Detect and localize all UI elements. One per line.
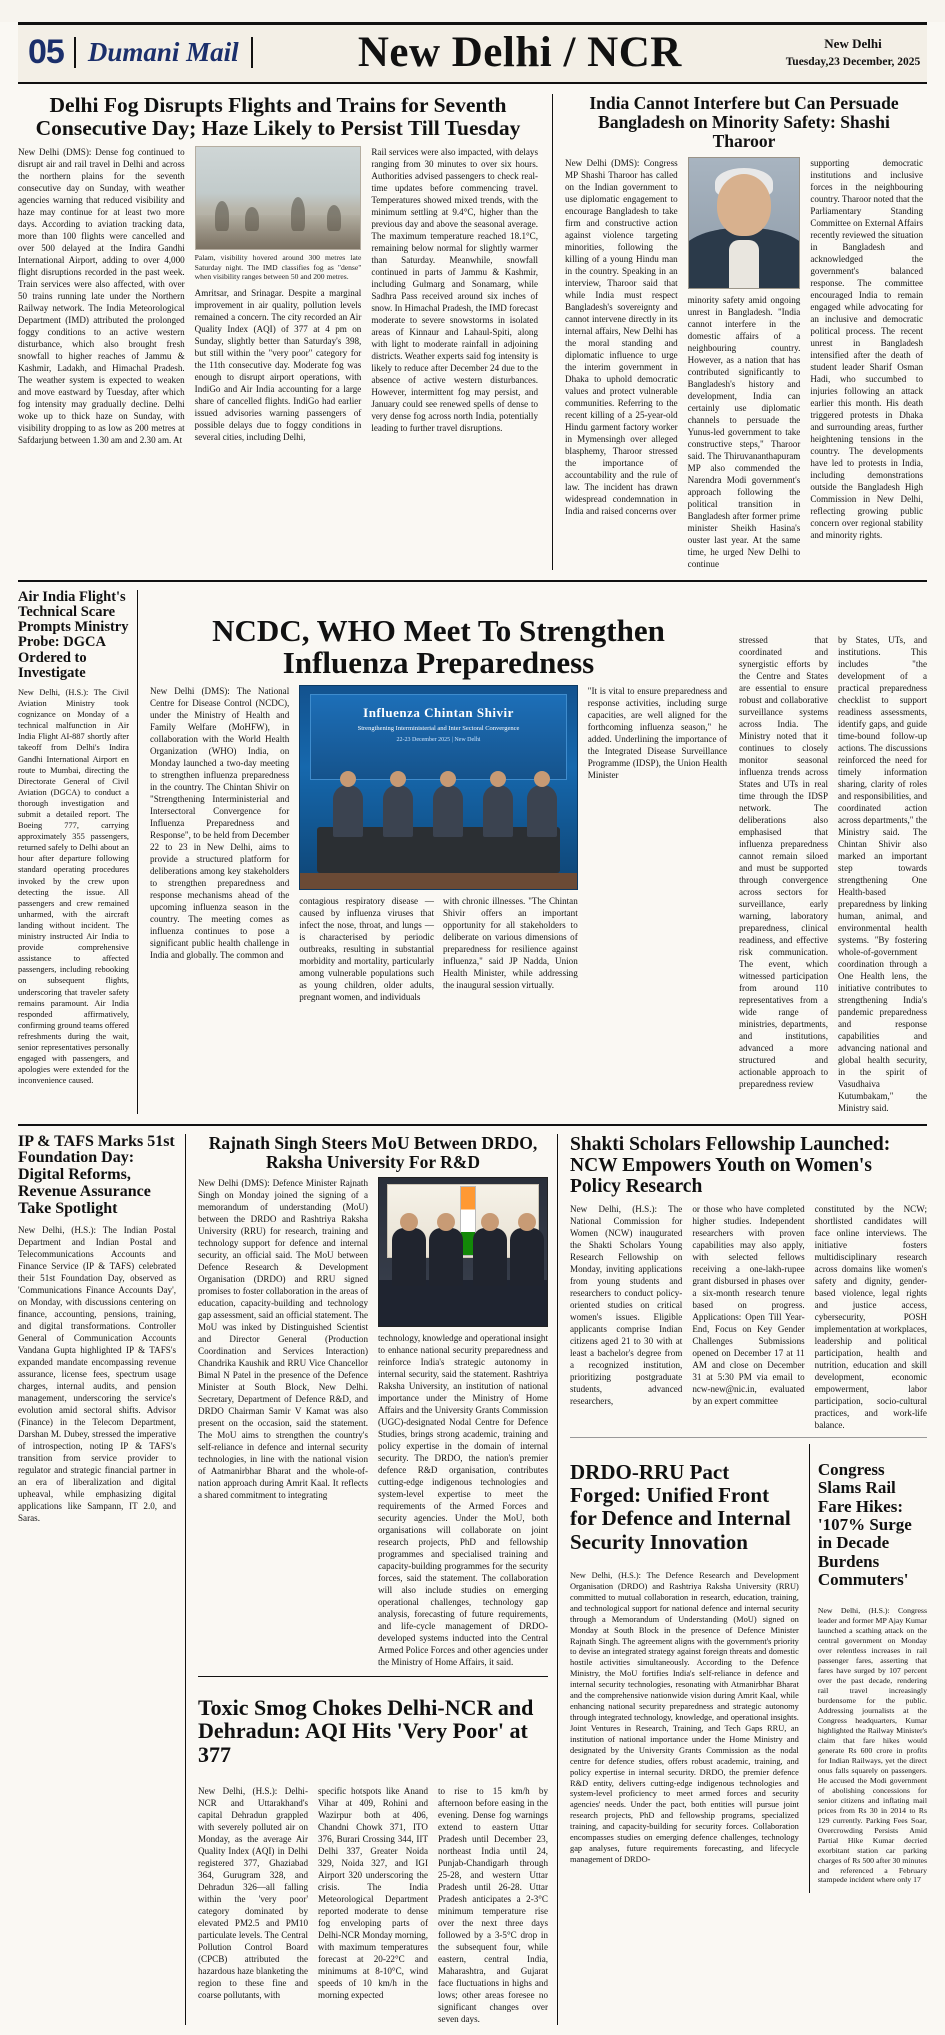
article-ncdc-col5-text: stressed that coordinated and synergistic efforts by the Centre and States are essential to ensure robust and collaborative surveillance systems across India. The Ministry noted that it continues to closely monitor seasonal influenza trends across States and UTs in real time through the IDSP network. The deliberations also emphasised that influenza preparedness cannot remain siloed and must be supported through convergence across sectors for surveillance, early warning, laboratory preparedness, clinical readiness, and effective risk communication. The event, which witnessed participation from around 110 representatives from a wide range of ministries, departments, and institutions, advanced a more structured and actionable approach to preparedness review [739,634,828,1089]
article-smog [198,1696,548,2026]
article-shakti-col1 [570,1203,682,1431]
divider-rule-2 [570,1437,927,1438]
ncdc-event-banner [310,694,567,780]
article-airindia-text: New Delhi, (H.S.): The Civil Aviation Ministry took cognizance on Monday of a technical malfunction in Air India Flight AI-887 shortly after takeoff from Delhi's Indira Gandhi International Airport en route to Mumbai, directing the Directorate General of Civil Aviation (DGCA) to conduct a thorough investigation and submit a detailed report. The Boeing 777, carrying approximately 355 passengers, returned safely to Delhi about an hour after departure following standard operating procedures invoked by the crew upon detecting the issue. All passengers and crew remained unharmed, with the aircraft landing without incident. The ministry instructed Air India to provide comprehensive assistance to affected passengers, including rebooking on subsequent flights, underscoring that traveler safety remains paramount. Air India responded affirmatively, confirming ground teams offered refreshments during the wait, senior representatives personally engaged with passengers, and apologies were extended for the inconvenience caused. [18,687,129,1086]
article-ncdc-col6 [838,634,927,1114]
article-ncdc-headline: NCDC, WHO Meet To Strengthen Influenza Preparedness [212,613,665,681]
article-fog-col3 [371,146,538,446]
top-band [18,94,927,570]
article-smog-col2-text: specific hotspots like Anand Vihar at 409, Rohini and Wazirpur both at 406, Chandni Chowk 371, ITO 376, Burari Crossing 344, IIT Delhi 337, Greater Noida 329, Noida 327, and IGI Airport 320 underscoring the crisis. The India Meteorological Department reported moderate to dense fog enveloping parts of Delhi-NCR Monday morning, with maximum temperatures forecast at 20-22°C and minimums at 8-10°C, wind speeds of 10 km/h in the morning expected [318,1786,428,2001]
article-rajnath-col2 [378,1177,548,1668]
article-ncdc-col1 [150,685,289,1003]
article-drdo-rru-text: New Delhi, (H.S.): The Defence Research and Development Organisation (DRDO) and Rashtriya Raksha University (RRU) committed to mutual collaboration in research, education, training, and technological support for national defence and internal security through a Memorandum of Understanding (MoU) signed on Monday at South Block in the presence of Defence Minister Rajnath Singh. The agreement aligns with the government's priority to devise an integrated strategy against foreign threats and domestic hostile activities simultaneously. According to the Defence Ministry, the MoU fortifies India's self-reliance in defence and internal security technologies, resonating with Atmanirbhar Bharat and the comprehensive nationwide vision during Amrit Kaal, while enhancing national security preparedness and strategic autonomy through integrated technology, knowledge, and operational insights. Joint Ventures in Research, Training, and Tech Gaps RRU, an institution of national importance under the Home Ministry and designated by the University Grants Commission as the nodal centre for defence studies, offers robust academic, training, and policy expertise in internal security. DRDO, the premier defence R&D entity, delivers cutting-edge indigenous technologies and system-level proficiency to meet armed forces and security agencies' needs. Under the pact, both entities will pursue joint research projects, PhD and fellowship programs, specialized training, and capacity-building for security forces. Collaboration encompasses studies on emerging defence challenges, technology gap analyses, future requirements forecasting, and lifecycle management of DRDO- [570,1571,799,1864]
fog-photo [195,146,362,250]
article-tharoor-col3 [810,157,923,570]
fog-photo-caption: Palam, visibility hovered around 300 metres late Saturday night. The IMD classifies fog as "dense" when visibility ranges between 50 and 200 metres. [194,253,362,282]
article-shakti-headline: Shakti Scholars Fellowship Launched: NCW Empowers Youth on Women's Policy Research [570,1133,891,1197]
article-tharoor-col3-text: supporting democratic institutions and inclusive forces in the neighbouring country. Tharoor noted that the Parliamentary Standing Committee on External Affairs recently reviewed the situation in Bangladesh and acknowledged the government's balanced response. The committee encouraged India to remain engaged while advocating for an inclusive and democratic political process. The recent unrest in Bangladesh intensified after the death of student leader Sharif Osman Hadi, who succumbed to injuries following an attack earlier this month. His death triggered protests in Dhaka and surrounding areas, further heightening tensions in the country. The developments have led to protests in India, including demonstrations outside the Bangladesh High Commission in New Delhi, reflecting growing public concern over regional stability and minority rights. [810,157,924,540]
article-rajnath-col1 [198,1177,368,1668]
article-ncdc-col6-text: by States, UTs, and institutions. This includes "the development of a practical preparedness checklist to support readiness assessments, identify gaps, and guide time-bound follow-up actions. The discussions reinforced the need for timely information sharing, clarity of roles and responsibilities, and coordinated action across departments," the Ministry said. The Chintan Shivir also marked an important step towards strengthening One Health-based preparedness by linking human, animal, and environmental health systems. "By fostering whole-of-government coordination through a One Health lens, the initiative contributes to strengthening India's pandemic preparedness and response capabilities and advancing national and global health security, in the spirit of Vasudhaiva Kutumbakam," the Ministry said. [838,634,927,1113]
article-shakti [570,1134,927,1431]
page-number: 05 [28,33,64,71]
article-congress-rail-headline: Congress Slams Rail Fare Hikes: '107% Surge in Decade Burdens Commuters' [817,1459,912,1589]
article-airindia [18,590,138,1114]
article-smog-headline: Toxic Smog Chokes Delhi-NCR and Dehradun: AQI Hits 'Very Poor' at 377 [198,1694,534,1768]
newspaper-page [0,22,945,2035]
article-drdo-rru-headline: DRDO-RRU Pact Forged: Unified Front for Defence and Internal Security Innovation [570,1460,791,1554]
edition-city: New Delhi [824,36,882,52]
article-fog-col1-text: New Delhi (DMS): Dense fog continued to disrupt air and rail travel in Delhi and across the northern plains for the seventh consecutive day on Sunday, with weather agencies warning that reduced visibility and haze may continue for at least two more days. According to aviation tracking data, more than 100 flights were cancelled and over 500 delayed at the Indira Gandhi International Airport, adding to over 4,000 flight disruptions recorded in the past week. Train services were also affected, with over 50 trains running late under the Northern Railway network. The India Meteorological Department (IMD) attributed the prolonged foggy conditions to an active western disturbance, which also brought fresh snowfall to higher reaches of Jammu & Kashmir, Ladakh, and Himachal Pradesh. The weather system is expected to weaken and move eastward by Tuesday, after which fog intensity may gradually decline. Delhi woke up to thick haze on Sunday, with visibility dropping to as low as 200 metres at Safdarjung between 1.30 am and 2.30 am. At [18,147,185,446]
article-shakti-col3 [815,1203,927,1431]
article-rajnath-col2-text: technology, knowledge and operational insight to enhance national security preparedness and reinforce India's strategic autonomy in internal security, said the statement. Rashtriya Raksha University, an institution of national importance under the Ministry of Home Affairs and the University Grants Commission (UGC)-designated Nodal Centre for Defence Studies, brings strong academic, training and policy expertise in the domain of internal security. The DRDO, the nation's premier defence R&D organisation, contributes cutting-edge indigenous technologies and system-level expertise to meet the requirements of the Armed Forces and security agencies. Under the MoU, both organisations will collaborate on joint research projects, PhD and fellowship programmes and specialised training and capacity-building programmes for the security forces, said the statement. The collaboration will also include studies on emerging operational challenges, technology gap analysis, forecasting of future requirements, and life-cycle management of DRDO-developed systems inducted into the Central Armed Police Forces and other agencies under the Ministry of Home Affairs, it said. [378,1333,548,1668]
article-tharoor-col2 [688,157,801,570]
ncdc-banner-subtitle: Strengthening Interministerial and Inter Sectoral Convergence [357,725,520,733]
article-iptafs [18,1134,186,2026]
article-smog-col3-text: to rise to 15 km/h by afternoon before easing in the evening. Dense fog warnings extend to eastern Uttar Pradesh until December 23, northeast India until 24, Punjab-Chandigarh through 25-28, and western Uttar Pradesh until 26-28. Uttar Pradesh anticipates a 2-3°C minimum temperature rise over the next three days followed by a 3-5°C drop in the subsequent four, while eastern, central India, Maharashtra, and Gujarat face fluctuations in highs and lows; other areas foresee no significant changes over seven days. [438,1786,548,2025]
paper-name: Dumani Mail [74,37,253,68]
article-smog-col1 [198,1785,308,2025]
article-tharoor-headline: India Cannot Interfere but Can Persuade Bangladesh on Minority Safety: Shashi Tharoor [589,93,899,151]
article-smog-col2 [318,1785,428,2025]
lower-band [18,1124,927,2026]
article-ncdc-photo-block [299,685,578,1003]
ncdc-event-photo [299,685,578,890]
article-rajnath-headline: Rajnath Singh Steers MoU Between DRDO, Raksha University For R&D [208,1132,538,1172]
edition-date: Tuesday,23 December, 2025 [785,55,921,68]
divider-rule [198,1676,548,1677]
article-fog-col1 [18,146,185,446]
article-rajnath [198,1134,548,1669]
masthead [18,22,927,84]
article-smog-col3 [438,1785,548,2025]
article-fog-col3-text: Rail services were also impacted, with delays ranging from 30 minutes to over six hours. Authorities advised passengers to check real-time updates before commencing travel. Temperatures showed mixed trends, with the minimum settling at 9.4°C, higher than the previous day and above the seasonal average. The maximum temperature reached 18.1°C, remaining below normal for slightly warmer than Saturday. Meanwhile, snowfall continued in parts of Jammu & Kashmir, including Gulmarg and Sonamarg, while Sadhra Pass received around six inches of snow. In Himachal Pradesh, the IMD forecast moderate to severe snowstorms in isolated areas of Kinnaur and Lahaul-Spiti, along with light to moderate rainfall in adjoining districts. Weather experts said fog intensity is likely to reduce after December 24 due to the absence of active western disturbances. However, intermittent fog may persist, and January could see renewed spells of dense to very dense fog across north India, potentially leading to further travel disruptions. [371,147,539,434]
article-shakti-col2-text: or those who have completed higher studies. Independent researchers with proven capabilities may also apply, with selected fellows receiving a one-lakh-rupee grant disbursed in phases over a six-month research tenure based on progress. Applications: Open Till Year-End, Focus on Key Gender Challenges Submissions opened on December 17 at 11 AM and close on December 31 at 5:30 PM via email to ncw-new@nic.in, evaluated by an expert committee [692,1203,805,1406]
article-congress-rail [809,1444,927,1893]
article-ncdc-col2-text: contagious respiratory disease — caused by influenza viruses that infect the nose, throat, and lungs — is characterised by periodic outbreaks, resulting in substantial morbidity and mortality, particularly among vulnerable populations such as young children, older adults, pregnant women, and individuals [299,896,434,1003]
article-ncdc-tail [739,590,927,1114]
article-airindia-headline: Air India Flight's Technical Scare Prompts Ministry Probe: DGCA Ordered to Investigate [18,588,129,681]
article-tharoor-col2-text: minority safety amid ongoing unrest in Bangladesh. "India cannot interfere in the domestic affairs of a neighbouring country. However, as a nation that has contributed significantly to Bangladesh's history and development, India can certainly use diplomatic channels to persuade the Yunus-led government to take constructive steps," Tharoor said. The Thiruvananthapuram MP also commended the Narendra Modi government's approach following the political transition in Bangladesh after former prime minister Sheikh Hasina's ouster last year. At the same time, he urged New Delhi to continue [687,294,801,569]
article-ncdc-col4-text: "It is vital to ensure preparedness and response activities, including surge capacities, are well aligned for the forthcoming influenza season," he added. Underlining the importance of the Integrated Disease Surveillance Programme (IDSP), the Union Health Minister [587,686,727,781]
article-drdo-rru [570,1444,799,1893]
article-ncdc-col3-text: with chronic illnesses. "The Chintan Shivir offers an important opportunity for all stakeholders to deliberate on various dimensions of preparedness for resilience against influenza," said JP Nadda, Union Health Minister, while addressing the inaugural session virtually. [443,896,578,991]
article-ncdc [150,590,727,1114]
article-ncdc-col2 [299,895,434,1003]
article-congress-rail-text: New Delhi, (H.S.): Congress leader and former MP Ajay Kumar launched a scathing attack on the central government on Monday over relentless increases in rail passenger fares, asserting that fares have surged by 107 percent over the past decade, rendering rail travel increasingly burdensome for the public. Addressing journalists at the Congress headquarters, Kumar highlighted the Railway Minister's claim that fare hikes would generate Rs 600 crore in profits for Indian Railways, yet the direct onus falls squarely on passengers. He accused the Modi government of abolishing concessions for senior citizens and inflating mail prices from Rs 30 in 2014 to Rs 129 currently. Parking Fees Soar, Overcrowding Persists Amid Partial Hike Kumar decried exorbitant station car parking charges of Rs 500 after 30 minutes and referenced a February stampede incident where only 17 [817,1606,927,1885]
article-tharoor-col1 [565,157,678,570]
article-shakti-col1-text: New Delhi, (H.S.): The National Commission for Women (NCW) inaugurated the Shakti Scholars Young Research Fellowship on Monday, inviting applications from young students and researchers to conduct policy-oriented studies on critical women's issues. Eligible applicants comprise Indian citizens aged 21 to 30 with at least a bachelor's degree from a recognized institution, prioritizing postgraduate students, advanced researchers, [570,1203,683,1406]
article-fog [18,94,538,570]
article-ncdc-col4 [588,685,727,1003]
ncdc-banner-date: 22-23 December 2025 | New Delhi [396,737,481,744]
article-tharoor-col1-text: New Delhi (DMS): Congress MP Shashi Tharoor has called on the Indian government to use diplomatic engagement to encourage Bangladesh to take firm and constructive action against violence targeting minorities, following the killing of a young Hindu man in the country. Speaking in an interview, Tharoor said that while India must respect Bangladesh's sovereignty and cannot intervene directly in its internal affairs, New Delhi has the moral standing and diplomatic influence to urge the interim government in Dhaka to uphold democratic values and protect vulnerable communities. Referring to the recent killing of a 25-year-old Hindu garment factory worker in Mymensingh over alleged blasphemy, Tharoor stressed the importance of accountability and the rule of law. The incident has drawn widespread condemnation in India and raised concerns over [565,157,678,516]
article-rajnath-col1-text: New Delhi (DMS): Defence Minister Rajnath Singh on Monday joined the signing of a memorandum of understanding (MoU) between the DRDO and Rashtriya Raksha University (RRU) for research, training and technology support for defence and internal security, an official said. The MoU between Defence Research & Development Organisation (DRDO) and RRU signed promises to foster collaboration in the areas of education, capacity-building and technology gap assessment, said an official statement. The MoU was inked by Distinguished Scientist and Director General (Production Coordination and Services Interaction) Chandrika Kaushik and RRU Vice Chancellor Bimal N Patel in the presence of the Defence Minister at South Block, New Delhi. Secretary, Department of Defence R&D, and DRDO Chairman Samir V Kamat was also present on the occasion, said the statement. The MoU aims to strengthen the country's self-reliance in defence and internal security technologies, in line with the national vision of Aatmanirbhar Bharat and the whole-of-nation approach during Amrit Kaal. It reflects a shared commitment to integrating [198,1178,368,1501]
drdo-signing-photo [378,1177,548,1327]
article-ncdc-col3 [443,895,578,1003]
article-fog-col2 [195,146,362,446]
article-ncdc-col5 [739,634,828,1114]
tharoor-photo [688,157,801,289]
article-fog-headline: Delhi Fog Disrupts Flights and Trains for Seventh Consecutive Day; Haze Likely to Persist Till Tuesday [35,93,521,141]
article-ncdc-col1-text: New Delhi (DMS): The National Centre for Disease Control (NCDC), under the Ministry of Health and Family Welfare (MoHFW), in collaboration with the World Health Organization (WHO) India, on Monday launched a two-day meeting to strengthen influenza preparedness in the country. The Chintan Shivir on "Strengthening Interministerial and Intersectoral Convergence for Influenza Preparedness and Response", to be held from December 22 to 23 in New Delhi, aims to provide a structured platform for deliberations among key stakeholders to strengthen preparedness and response mechanisms ahead of the upcoming influenza season in the country. The meeting comes as influenza continues to pose a significant public health challenge in India and globally. The common and [150,686,290,961]
article-tharoor [552,94,923,570]
article-smog-col1-text: New Delhi, (H.S.): Delhi-NCR and Uttarakhand's capital Dehradun grappled with severely polluted air on Monday, as the average Air Quality Index (AQI) in Delhi registered 377, Ghaziabad 364, Gurugram 328, and Dehradun 326—all falling within the 'very poor' category dominated by elevated PM2.5 and PM10 particulate levels. The Central Pollution Control Board (CPCB) attributed the hazardous haze blanketing the region to these fine and coarse pollutants, with [198,1786,308,2001]
article-shakti-col3-text: constituted by the NCW; shortlisted candidates will face online interviews. The initiative fosters multidisciplinary research across domains like women's safety and dignity, gender-based violence, legal rights and justice access, cybersecurity, POSH implementation at workplaces, leadership and political participation, health and nutrition, education and skill development, economic empowerment, labor participation, socio-cultural practices, and work-life balance. [814,1203,927,1430]
article-iptafs-text: New Delhi, (H.S.): The Indian Postal Department and Indian Postal and Telecommunications Accounts and Finance Service (IP & TAFS) celebrated their 51st Foundation Day, observed as 'Communications Finance Accounts Day', on Monday, with discussions centering on finance, accounting, pensions, training, and digital transformations. Controller General of Communication Accounts Vandana Gupta highlighted IP & TAFS's expanded mandate encompassing revenue assurance, license fees, spectrum usage charges, internal audits, and pension management, underscoring the service's evolution amid sectoral shifts. Advisor (Finance) in the Telecom Department, Darshan M. Dubey, stressed the imperative of introspection, noting IP & TAFS's transition from service provider to regulator and strategic financial partner in an era of liberalization and digital upheaval, while emphasizing digital applications like Sampann, IT 2.0, and Saras. [18,1224,176,1523]
article-iptafs-headline: IP & TAFS Marks 51st Foundation Day: Digital Reforms, Revenue Assurance Take Spotlight [18,1132,175,1217]
middle-band [18,580,927,1114]
edition-info [773,34,923,71]
article-shakti-col2 [692,1203,804,1431]
section-title: New Delhi / NCR [357,29,682,76]
ncdc-banner-title: Influenza Chintan Shivir [363,705,514,721]
article-fog-col2-text: Amritsar, and Srinagar. Despite a marginal improvement in air quality, pollution levels remained a concern. The city recorded an Air Quality Index (AQI) of 377 at 4 pm on Sunday, slightly better than Saturday's 398, but still within the "very poor" category for the 11th consecutive day. Moderate fog was enough to disrupt airport operations, with IndiGo and Air India accounting for a large share of cancelled flights. IndiGo had earlier issued advisories warning passengers of possible delays due to foggy conditions in several cities, including Delhi, [194,287,362,442]
